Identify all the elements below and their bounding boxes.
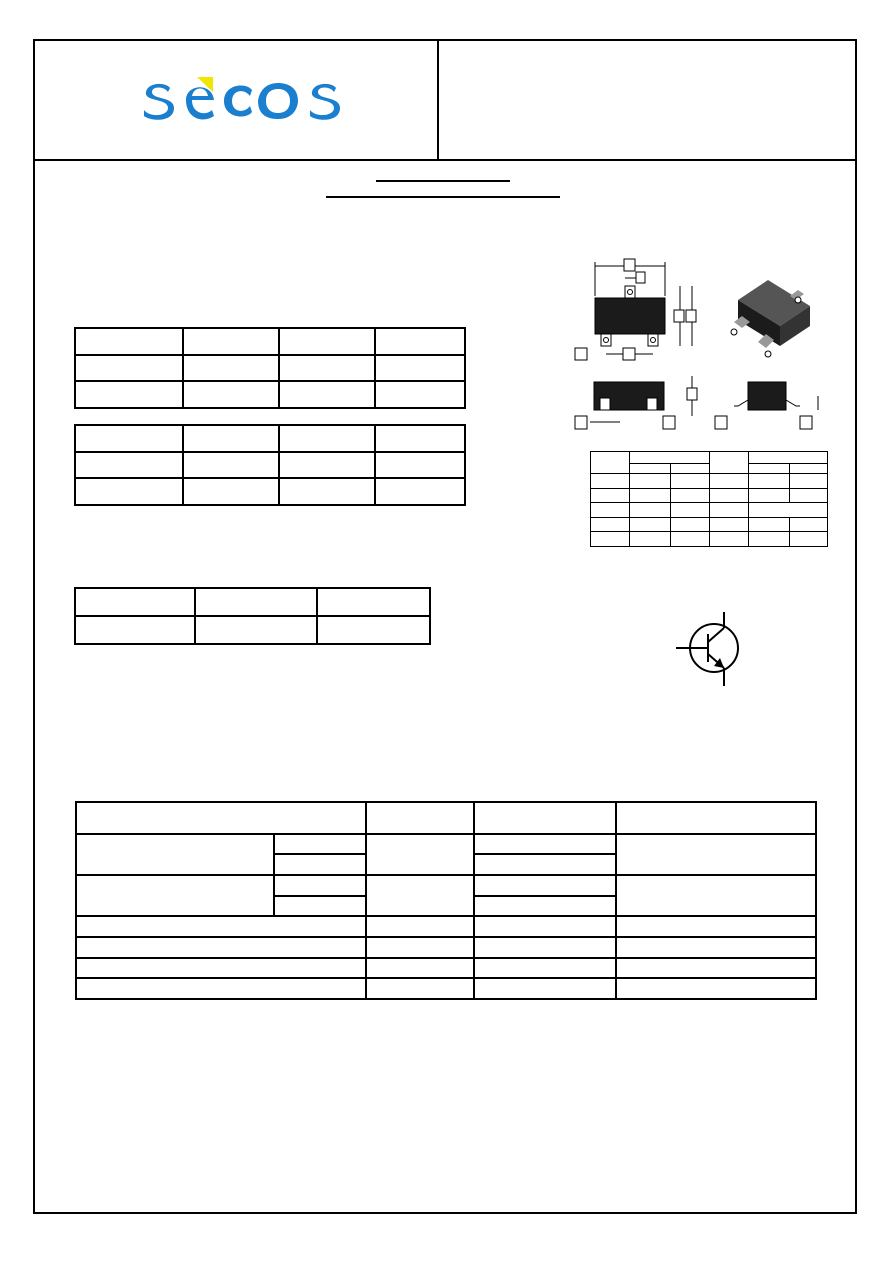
transistor-symbol-icon <box>670 610 750 690</box>
subtitle-underline <box>326 196 560 198</box>
ratings-table <box>75 801 817 1000</box>
package-outline-drawing <box>570 250 840 440</box>
header-divider <box>33 159 857 161</box>
dimension-table <box>590 451 828 547</box>
title-underline <box>376 180 510 182</box>
marking-table-1 <box>74 327 466 409</box>
package-3d-view <box>731 280 810 357</box>
header-vertical-divider <box>437 39 439 160</box>
ordering-table <box>74 587 431 645</box>
marking-table-2 <box>74 424 466 506</box>
company-logo <box>140 70 345 125</box>
